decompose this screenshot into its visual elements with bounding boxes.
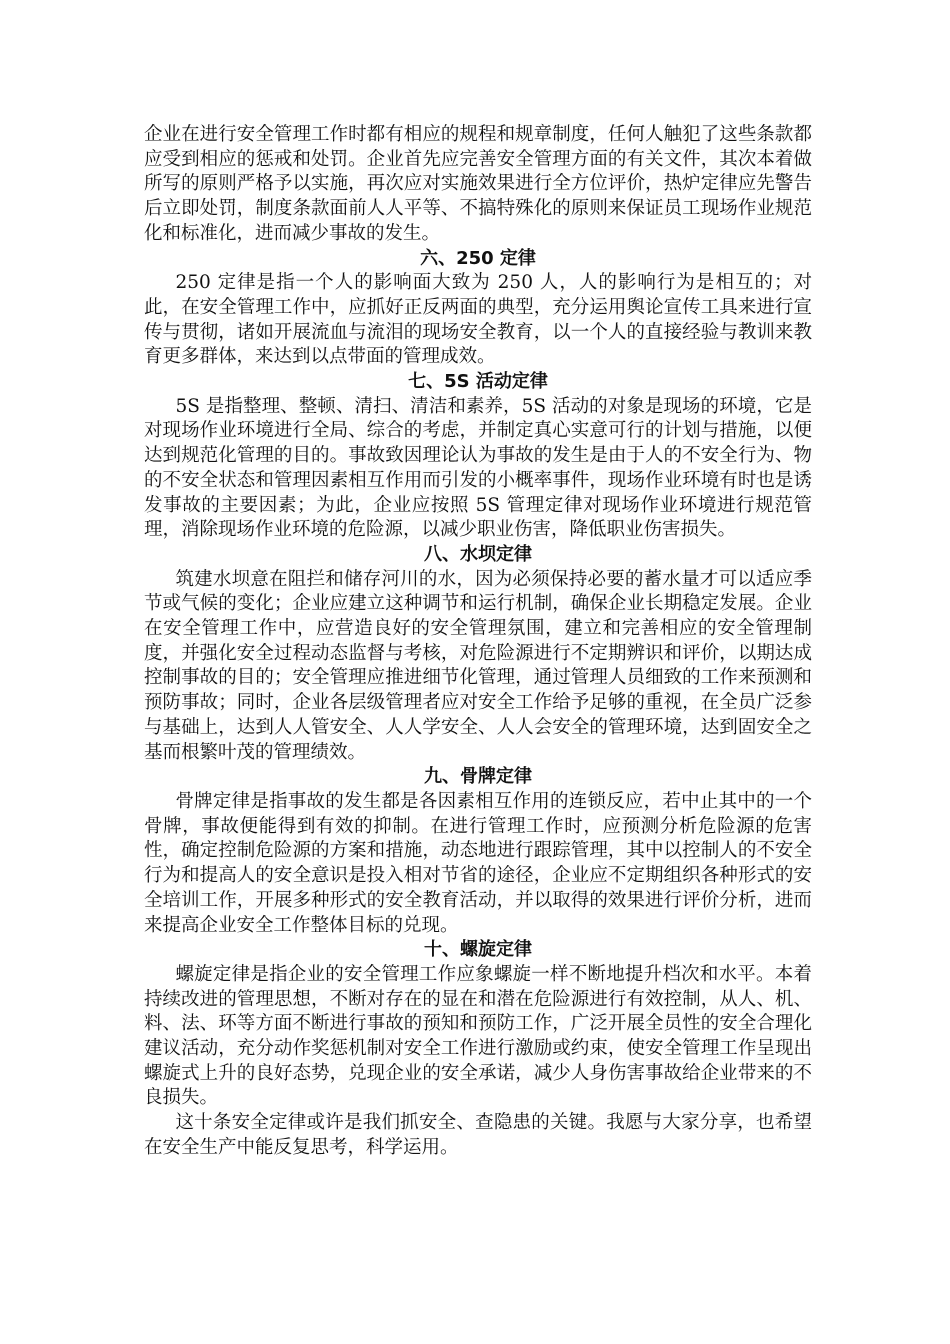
section-paragraph-spiral-law: 螺旋定律是指企业的安全管理工作应象螺旋一样不断地提升档次和水平。本着持续改进的管理思想，不断对存在的显在和潜在危险源进行有效控制，从人、机、料、法、环等方面不断进行事故的预知和预防工作，广泛开展全员性的安全合理化建议活动，充分动作奖惩机制对安全工作进行激励或约束，使安全管理工作呈现出螺旋式上升的良好态势，兑现企业的安全承诺，减少人身伤害事故给企业带来的不良损失。 bbox=[144, 963, 812, 1109]
section-heading-spiral-law: 十、螺旋定律 bbox=[424, 939, 532, 961]
document-body bbox=[144, 123, 812, 1161]
section-heading-250-law: 六、250 定律 bbox=[420, 247, 536, 269]
section-paragraph-dam-law: 筑建水坝意在阻拦和储存河川的水，因为必须保持必要的蓄水量才可以适应季节或气候的变化；企业应建立这种调节和运行机制，确保企业长期稳定发展。企业在安全管理工作中，应营造良好的安全管理氛围，建立和完善相应的安全管理制度，并强化安全过程动态监督与考核，对危险源进行不定期辨识和评价，以期达成控制事故的目的；安全管理应推进细节化管理，通过管理人员细致的工作来预测和预防事故；同时，企业各层级管理者应对安全工作给予足够的重视，在全员广泛参与基础上，达到人人管安全、人人学安全、人人会安全的管理环境，达到固安全之基而根繁叶茂的管理绩效。 bbox=[144, 568, 812, 763]
section-paragraph-domino-law: 骨牌定律是指事故的发生都是各因素相互作用的连锁反应，若中止其中的一个骨牌，事故便能得到有效的抑制。在进行管理工作时，应预测分析危险源的危害性，确定控制危险源的方案和措施，动态地进行跟踪管理，其中以控制人的不安全行为和提高人的安全意识是投入相对节省的途径，企业应不定期组织各种形式的安全培训工作，开展多种形式的安全教育活动，并以取得的效果进行评价分析，进而来提高企业安全工作整体目标的兑现。 bbox=[144, 790, 812, 936]
section-paragraph-250-law: 250 定律是指一个人的影响面大致为 250 人，人的影响行为是相互的；对此，在安全管理工作中，应抓好正反两面的典型，充分运用舆论宣传工具来进行宣传与贯彻，诸如开展流血与流泪的现场安全教育，以一个人的直接经验与教训来教育更多群体，来达到以点带面的管理成效。 bbox=[144, 272, 812, 368]
closing-paragraph: 这十条安全定律或许是我们抓安全、查隐患的关键。我愿与大家分享，也希望在安全生产中能反复思考，科学运用。 bbox=[144, 1112, 812, 1158]
section-heading-dam-law: 八、水坝定律 bbox=[424, 543, 532, 565]
section-heading-5s-law: 七、5S 活动定律 bbox=[408, 371, 548, 393]
section-paragraph-5s-law: 5S 是指整理、整顿、清扫、清洁和素养，5S 活动的对象是现场的环境，它是对现场作业环境进行全局、综合的考虑，并制定真心实意可行的计划与措施，以便达到规范化管理的目的。事故致因理论认为事故的发生是由于人的不安全行为、物的不安全状态和管理因素相互作用而引发的小概率事件，现场作业环境有时也是诱发事故的主要因素；为此，企业应按照 5S 管理定律对现场作业环境进行规范管理，消除现场作业环境的危险源，以减少职业伤害，降低职业伤害损失。 bbox=[144, 395, 812, 541]
section-heading-domino-law: 九、骨牌定律 bbox=[424, 766, 532, 788]
intro-paragraph: 企业在进行安全管理工作时都有相应的规程和规章制度，任何人触犯了这些条款都应受到相应的惩戒和处罚。企业首先应完善安全管理方面的有关文件，其次本着做所写的原则严格予以实施，再次应对实施效果进行全方位评价，热炉定律应先警告后立即处罚，制度条款面前人人平等、不搞特殊化的原则来保证员工现场作业规范化和标准化，进而减少事故的发生。 bbox=[144, 124, 812, 244]
